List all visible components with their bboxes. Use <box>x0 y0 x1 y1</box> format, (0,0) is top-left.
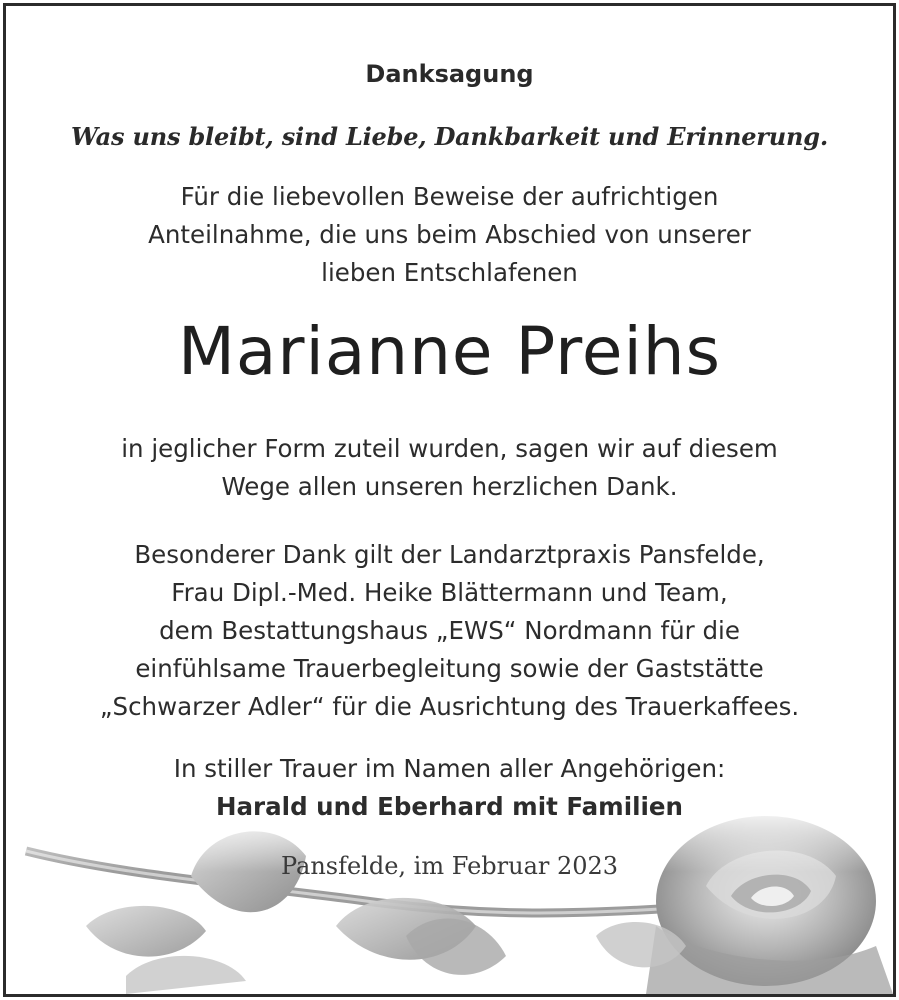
thanks-line: Wege allen unseren herzlichen Dank. <box>221 472 678 501</box>
special-line: Frau Dipl.-Med. Heike Blättermann und Team, <box>171 578 728 607</box>
mourning-line: In stiller Trauer im Namen aller Angehörigen: <box>173 754 726 783</box>
notice-frame <box>3 3 896 997</box>
special-line: „Schwarzer Adler“ für die Ausrichtung des Trauerkaffees. <box>99 692 800 721</box>
notice-heading: Danksagung <box>365 60 534 88</box>
thanks-paragraph <box>6 430 893 506</box>
place-date: Pansfelde, im Februar 2023 <box>280 852 619 880</box>
deceased-name: Marianne Preihs <box>177 313 722 390</box>
rose-icon <box>6 806 893 994</box>
thanks-line: in jeglicher Form zuteil wurden, sagen wir auf diesem <box>121 434 778 463</box>
special-line: Besonderer Dank gilt der Landarztpraxis Pansfelde, <box>134 540 765 569</box>
notice-motto: Was uns bleibt, sind Liebe, Dankbarkeit und Erinnerung. <box>71 122 828 151</box>
signature: Harald und Eberhard mit Familien <box>216 792 683 821</box>
special-line: dem Bestattungshaus „EWS“ Nordmann für die <box>159 616 740 645</box>
intro-line: Anteilnahme, die uns beim Abschied von unserer <box>148 220 751 249</box>
intro-paragraph <box>6 178 893 292</box>
intro-line: Für die liebevollen Beweise der aufrichtigen <box>180 182 719 211</box>
intro-line: lieben Entschlafenen <box>321 258 578 287</box>
special-thanks-paragraph <box>6 536 893 726</box>
special-line: einfühlsame Trauerbegleitung sowie der Gaststätte <box>135 654 764 683</box>
signature-block <box>6 750 893 826</box>
